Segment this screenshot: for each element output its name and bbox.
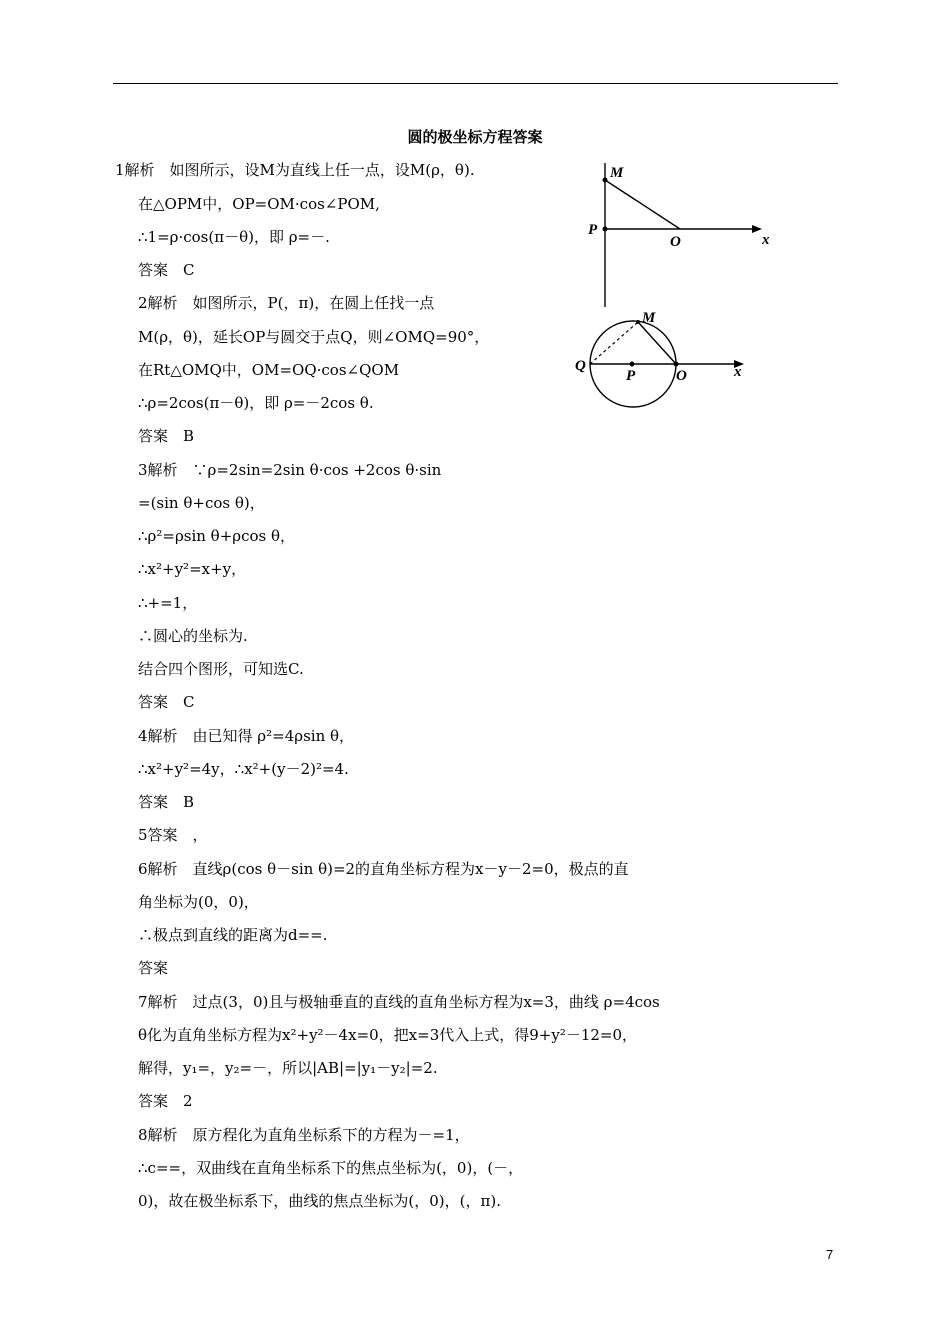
text-line: 6解析 直线ρ(cos θ－sin θ)=2的直角坐标方程为x－y－2=0，极点的直 [138, 860, 629, 878]
text-line: 8解析 原方程化为直角坐标系下的方程为－=1， [138, 1126, 470, 1144]
answer-line: 答案 [138, 959, 169, 977]
text-line: 角坐标为(0，0)， [138, 893, 259, 911]
answer-line: 5答案 ， [138, 826, 208, 844]
answer-line: 答案 B [138, 793, 195, 811]
axis-arrow [752, 225, 762, 233]
figure-2-diagram [570, 303, 760, 418]
text-line: 结合四个图形，可知选C. [138, 660, 304, 678]
point-m [636, 320, 640, 324]
segment-om [605, 180, 680, 229]
text-line: ∴x²+y²=4y，∴x²+(y－2)²=4. [138, 760, 349, 778]
text-line: 解得，y₁=，y₂=－，所以|AB|=|y₁－y₂|=2. [138, 1059, 438, 1077]
answer-line: 答案 C [138, 261, 195, 279]
label-p: P [626, 368, 636, 384]
text-line: 3解析 ∵ρ=2sin=2sin θ·cos +2cos θ·sin [138, 461, 442, 479]
label-m: M [610, 165, 624, 181]
label-m: M [642, 310, 656, 326]
label-q: Q [575, 358, 586, 374]
text-line: ∴极点到直线的距离为d==. [138, 926, 328, 944]
label-o: O [670, 234, 681, 250]
text-line: ∴圆心的坐标为. [138, 627, 248, 645]
point-p [603, 227, 608, 232]
text-line: θ化为直角坐标方程为x²+y²－4x=0，把x=3代入上式，得9+y²－12=0， [138, 1026, 638, 1044]
answer-line: 答案 B [138, 427, 195, 445]
text-line: 4解析 由已知得 ρ²=4ρsin θ， [138, 727, 355, 745]
text-line: 2解析 如图所示，P(，π)，在圆上任找一点 [138, 294, 435, 312]
label-x: x [734, 364, 742, 380]
label-o: O [676, 368, 687, 384]
label-x: x [762, 232, 770, 248]
text-line: ∴x²+y²=x+y， [138, 560, 247, 578]
page-number: 7 [826, 1247, 834, 1262]
text-line: 7解析 过点(3，0)且与极轴垂直的直线的直角坐标方程为x=3，曲线 ρ=4cos [138, 993, 660, 1011]
text-line: 1解析 如图所示，设M为直线上任一点，设M(ρ，θ). [115, 161, 475, 179]
text-line: =(sin θ+cos θ)， [138, 494, 265, 512]
label-p: P [588, 222, 598, 238]
segment-qm [590, 322, 638, 364]
text-line: ∴+=1， [138, 594, 198, 612]
text-line: ∴ρ=2cos(π－θ)，即 ρ=－2cos θ. [138, 394, 374, 412]
figure-1-diagram [580, 155, 780, 315]
text-line: 0)，故在极坐标系下，曲线的焦点坐标为(，0)，(，π). [138, 1192, 501, 1210]
text-line: ∴c==，双曲线在直角坐标系下的焦点坐标为(，0)，(－， [138, 1159, 524, 1177]
point-p [630, 362, 635, 367]
point-o [674, 362, 679, 367]
point-m [603, 178, 608, 183]
answer-line: 答案 C [138, 693, 195, 711]
text-line: ∴ρ²=ρsin θ+ρcos θ， [138, 527, 296, 545]
text-line: ∴1=ρ·cos(π－θ)，即 ρ=－. [138, 228, 330, 246]
header-rule [113, 83, 838, 84]
answer-line: 答案 2 [138, 1092, 193, 1110]
text-line: 在Rt△OMQ中，OM=OQ·cos∠QOM [138, 361, 400, 379]
page-title: 圆的极坐标方程答案 [407, 128, 543, 146]
text-line: M(ρ，θ)，延长OP与圆交于点Q，则∠OMQ=90°， [138, 328, 490, 346]
text-line: 在△OPM中，OP=OM·cos∠POM, [138, 195, 380, 213]
